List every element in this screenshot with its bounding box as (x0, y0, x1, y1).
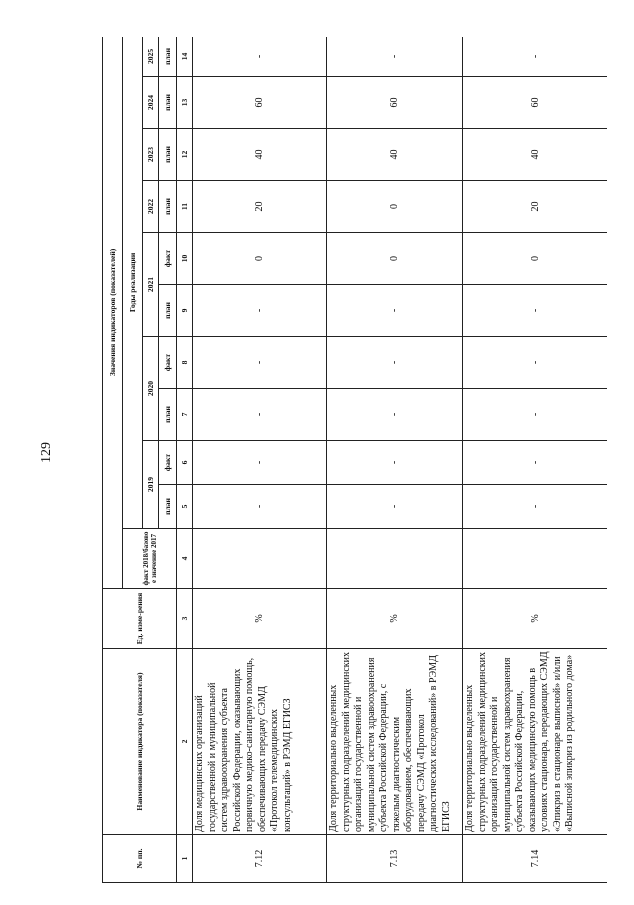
value-cell: 40 (193, 129, 327, 181)
header-years-title: Годы реализации (123, 37, 143, 529)
header-values-title: Значения индикаторов (показателей) (103, 37, 123, 589)
column-numbers-row (177, 37, 193, 883)
value-cell: 40 (463, 129, 608, 181)
header-num: № пп. (103, 835, 177, 883)
header-year-2019: 2019 (143, 441, 159, 529)
header-fact: факт (159, 233, 177, 285)
value-cell: - (327, 285, 463, 337)
header-year-2022: 2022 (143, 181, 159, 233)
value-cell: - (463, 389, 608, 441)
value-cell: - (463, 337, 608, 389)
header-plan: план (159, 37, 177, 77)
value-cell: - (327, 389, 463, 441)
value-cell: 20 (193, 181, 327, 233)
base-value-cell (193, 529, 327, 589)
header-unit: Ед. изме-рения (103, 589, 177, 649)
header-year-2021: 2021 (143, 233, 159, 337)
table-frame (102, 37, 607, 883)
column-number: 8 (177, 337, 193, 389)
header-base: факт 2018/базово е значение 2017 (123, 529, 177, 589)
header-plan: план (159, 285, 177, 337)
column-number: 13 (177, 77, 193, 129)
column-number: 12 (177, 129, 193, 181)
value-cell: - (193, 285, 327, 337)
header-fact: факт (159, 441, 177, 485)
unit-cell: % (463, 589, 608, 649)
header-year-2020: 2020 (143, 337, 159, 441)
value-cell: 60 (327, 77, 463, 129)
base-value-cell (463, 529, 608, 589)
indicator-name: Доля территориально выделенных структурных подразделений медицинских организаций государственной и муниципальной систем здравоохранения субъекта Российской Федерации, оказывающих медицинскую помощь в условиях стационара, передающих СЭМД «Эпикриз в стационаре выписной» и/или «Выписной эпикриз из родильного дома» (463, 649, 608, 835)
column-number: 4 (177, 529, 193, 589)
column-number: 2 (177, 649, 193, 835)
column-number: 11 (177, 181, 193, 233)
value-cell: 0 (463, 233, 608, 285)
unit-cell: % (327, 589, 463, 649)
page-number: 129 (39, 442, 54, 463)
table-row (193, 37, 327, 883)
value-cell: - (327, 485, 463, 529)
value-cell: 0 (193, 233, 327, 285)
header-year-2025: 2025 (143, 37, 159, 77)
column-number: 3 (177, 589, 193, 649)
value-cell: - (193, 441, 327, 485)
value-cell: - (463, 485, 608, 529)
value-cell: 60 (463, 77, 608, 129)
value-cell: - (193, 37, 327, 77)
value-cell: - (193, 389, 327, 441)
base-value-cell (327, 529, 463, 589)
value-cell: 20 (463, 181, 608, 233)
header-plan: план (159, 181, 177, 233)
row-number: 7.12 (193, 835, 327, 883)
value-cell: 40 (327, 129, 463, 181)
header-plan: план (159, 77, 177, 129)
unit-cell: % (193, 589, 327, 649)
row-number: 7.14 (463, 835, 608, 883)
table-row (327, 37, 463, 883)
column-number: 7 (177, 389, 193, 441)
indicator-name: Доля территориально выделенных структурных подразделений медицинских организаций государственной и муниципальной систем здравоохранения субъекта Российской Федерации, с тяжелым диагностическим оборудованием, обеспечивающих передачу СЭМД «Протокол диагностических исследований» в РЭМД ЕГИСЗ (327, 649, 463, 835)
column-number: 1 (177, 835, 193, 883)
value-cell: 0 (327, 181, 463, 233)
column-number: 14 (177, 37, 193, 77)
value-cell: - (327, 337, 463, 389)
table-row (463, 37, 608, 883)
value-cell: 0 (327, 233, 463, 285)
header-year-2023: 2023 (143, 129, 159, 181)
header-plan: план (159, 389, 177, 441)
indicator-name: Доля медицинских организаций государственной и муниципальной систем здравоохранения субъекта Российской Федерации, оказывающих первичную медико-санитарную помощь, обеспечивающих передачу СЭМД «Протокол телемедицинских консультаций» в РЭМД ЕГИСЗ (193, 649, 327, 835)
value-cell: - (327, 441, 463, 485)
value-cell: - (193, 485, 327, 529)
value-cell: - (463, 285, 608, 337)
column-number: 9 (177, 285, 193, 337)
rotated-table-wrapper (102, 37, 607, 883)
value-cell: - (193, 337, 327, 389)
row-number: 7.13 (327, 835, 463, 883)
column-number: 10 (177, 233, 193, 285)
header-fact: факт (159, 337, 177, 389)
column-number: 5 (177, 485, 193, 529)
column-number: 6 (177, 441, 193, 485)
header-year-2024: 2024 (143, 77, 159, 129)
value-cell: 60 (193, 77, 327, 129)
header-plan: план (159, 485, 177, 529)
value-cell: - (463, 37, 608, 77)
header-name: Наименование индикатора (показателя) (103, 649, 177, 835)
value-cell: - (463, 441, 608, 485)
value-cell: - (327, 37, 463, 77)
indicators-table (102, 37, 607, 883)
header-plan: план (159, 129, 177, 181)
